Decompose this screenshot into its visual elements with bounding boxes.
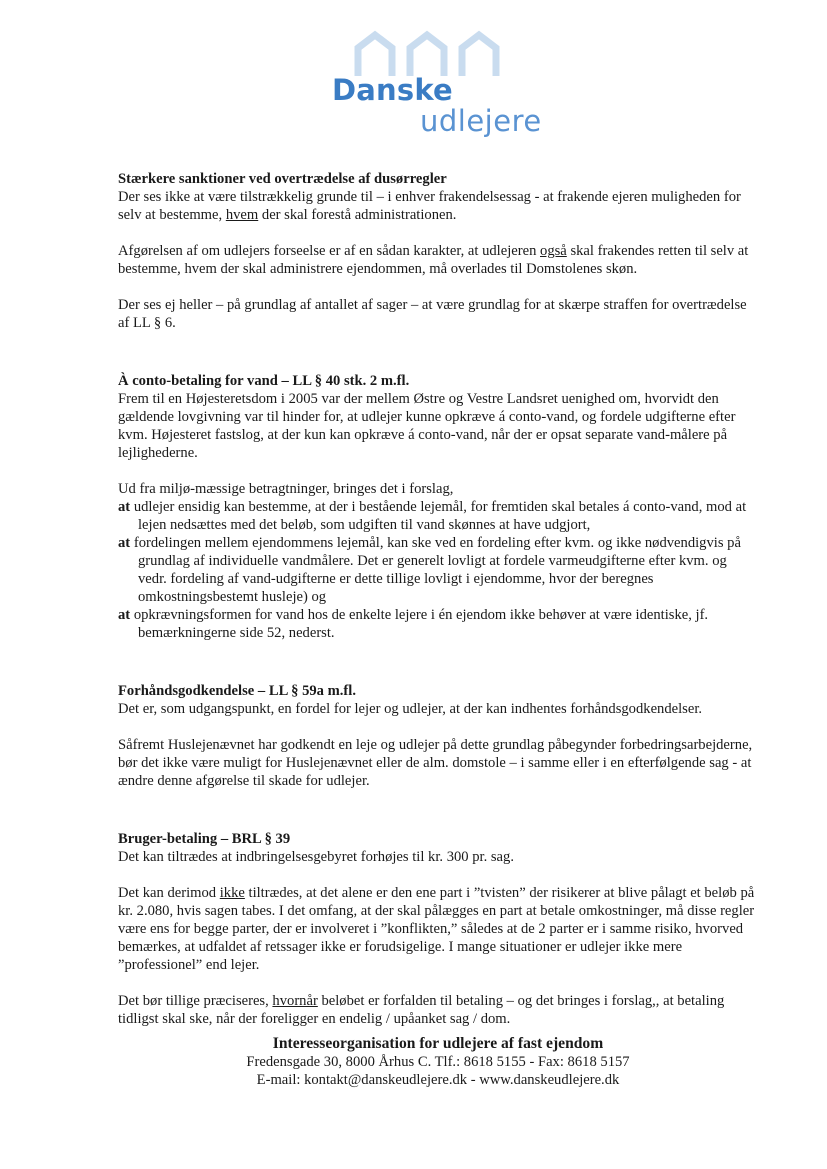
underlined-word: også [540, 243, 567, 259]
paragraph: Det kan tiltrædes at indbringelsesgebyret forhøjes til kr. 300 pr. sag. [118, 849, 514, 865]
section-heading: À conto-betaling for vand – LL § 40 stk. 2 m.fl. [118, 373, 410, 389]
underlined-word: hvornår [272, 993, 318, 1009]
list-item: at fordelingen mellem ejendommens lejemål, kan ske ved en fordeling efter kvm. og ikke nødvendigvis på grundlag af individuelle vandmålere. Det er generelt lovligt at fordele varmeudgifterne efter kvm. og vedr. fordeling af vand-udgifterne er dette tillige lovligt i ejendomme, hvor der beregnes omkostningsbestemt husleje) og [118, 535, 741, 605]
logo-word-danske: Danske [332, 73, 453, 107]
section-forhaandsgodkendelse [118, 682, 758, 790]
footer [118, 1034, 758, 1089]
houses-icon [350, 30, 510, 78]
paragraph: Det bør tillige præciseres, hvornår beløbet er forfalden til betaling – og det bringes i forslag,, at betaling tidligst skal ske, når der foreligger en endelig / upåanket sag / dom. [118, 993, 725, 1027]
underlined-word: ikke [219, 885, 245, 901]
section-heading: Stærkere sanktioner ved overtrædelse af dusørregler [118, 171, 447, 187]
section-aconto-vand [118, 372, 758, 642]
section-heading: Forhåndsgodkendelse – LL § 59a m.fl. [118, 683, 356, 699]
list-item: at opkrævningsformen for vand hos de enkelte lejere i én ejendom ikke behøver at være identiske, jf. bemærkningerne side 52, nederst. [118, 607, 709, 641]
footer-title: Interesseorganisation for udlejere af fast ejendom [272, 1035, 604, 1052]
paragraph: Såfremt Huslejenævnet har godkendt en leje og udlejer på dette grundlag påbegynder forbedringsarbejderne, bør det ikke være muligt for Huslejenævnet eller de alm. domstole – i samme eller i en efterfølgende sag - at ændre denne afgørelse til skade for udlejer. [118, 737, 753, 789]
underlined-word: hvem [225, 207, 259, 223]
list-intro: Ud fra miljø-mæssige betragtninger, bringes det i forslag, [118, 481, 454, 497]
paragraph: Der ses ej heller – på grundlag af antallet af sager – at være grundlag for at skærpe straffen for overtrædelse af LL § 6. [118, 297, 747, 331]
section-sanktioner [118, 170, 758, 332]
paragraph: Frem til en Højesteretsdom i 2005 var der mellem Østre og Vestre Landsret uenighed om, hvorvidt den gældende lovgivning var til hinder for, at udlejer kunne opkræve á conto-vand, og fordele udgifterne efter kvm. Højesteret fastslog, at der kun kan opkræve á conto-vand, når der er opsat separate vand-målere på lejlighederne. [118, 391, 736, 461]
logo-word-udlejere: udlejere [420, 104, 542, 138]
document-body [118, 170, 758, 1028]
paragraph: Det kan derimod ikke tiltrædes, at det alene er den ene part i ”tvisten” der risikerer at blive pålagt et beløb på kr. 2.080, hvis sagen tabes. I det omfang, at der skal pålægges en part at betale omkostninger, må disse regler være ens for begge parter, der er involveret i ”konflikten,” således at de 2 parter er i samme risiko, hvorved bemærkes, at udfaldet af retssager ikke er forudsigelige. I mange situationer er udlejer ikke mere ”professionel” end lejer. [118, 885, 755, 973]
paragraph: Der ses ikke at være tilstrækkelig grunde til – i enhver frakendelsessag - at frakende ejeren muligheden for selv at bestemme, hvem der skal forestå administrationen. [118, 189, 741, 223]
section-heading: Bruger-betaling – BRL § 39 [118, 831, 291, 847]
paragraph: Afgørelsen af om udlejers forseelse er af en sådan karakter, at udlejeren også skal frakendes retten til selv at bestemme, hvem der skal administrere ejendommen, må overlades til Domstolenes skøn. [118, 243, 749, 277]
section-bruger-betaling [118, 830, 758, 1028]
list-item: at udlejer ensidig kan bestemme, at der i bestående lejemål, for fremtiden skal betales á conto-vand, mod at lejen nedsættes med det beløb, som udgiften til vand skønnes at have udgjort, [118, 499, 747, 533]
danske-udlejere-logo [330, 30, 560, 138]
paragraph: Det er, som udgangspunkt, en fordel for lejer og udlejer, at der kan indhentes forhåndsgodkendelser. [118, 701, 703, 717]
footer-contact: E-mail: kontakt@danskeudlejere.dk - www.danskeudlejere.dk [256, 1072, 620, 1088]
footer-address: Fredensgade 30, 8000 Århus C. Tlf.: 8618 5155 - Fax: 8618 5157 [246, 1054, 630, 1070]
